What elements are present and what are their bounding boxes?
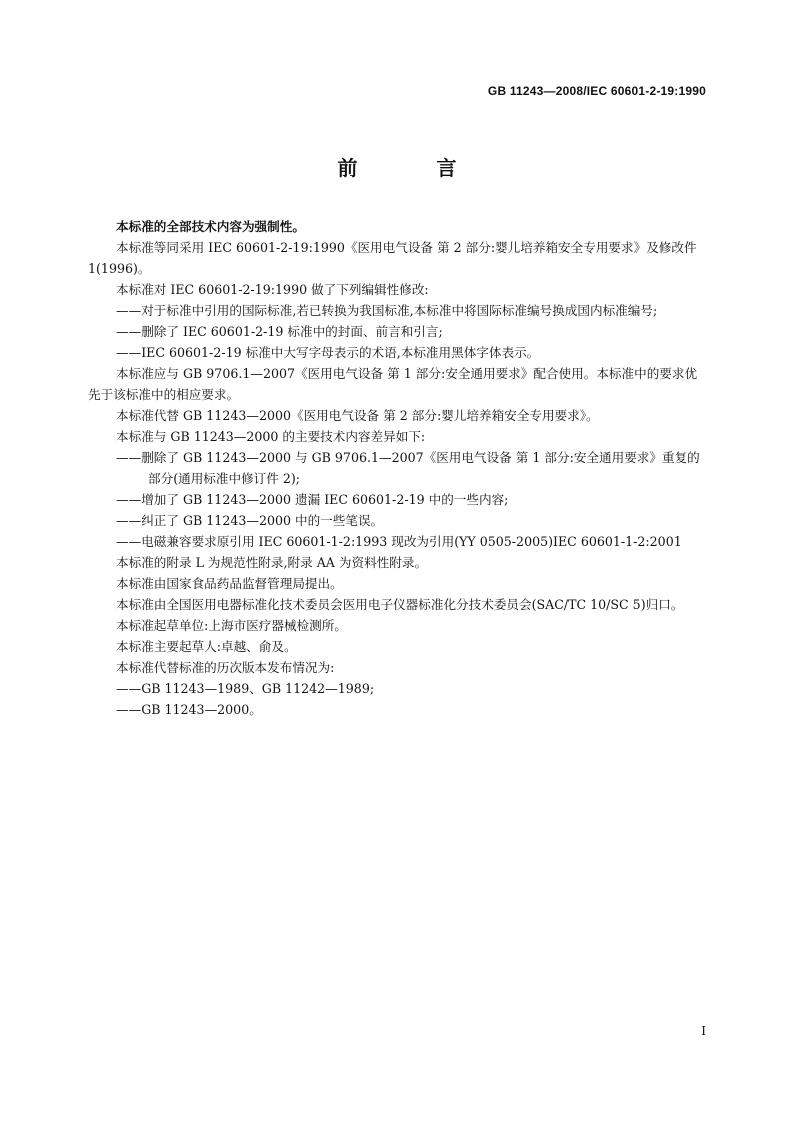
paragraph: 本标准起草单位:上海市医疗器械检测所。: [116, 618, 347, 633]
list-item: ——IEC 60601-2-19 标准中大写字母表示的术语,本标准用黑体字体表示。: [116, 345, 540, 360]
paragraph: 本标准的附录 L 为规范性附录,附录 AA 为资料性附录。: [116, 555, 428, 570]
paragraph: 本标准等同采用 IEC 60601-2-19:1990《医用电气设备 第 2 部分:婴儿培养箱安全专用要求》及修改件 1(1996)。: [88, 240, 697, 276]
paragraph: 本标准与 GB 11243—2000 的主要技术内容差异如下:: [116, 429, 426, 444]
page-number: I: [701, 1024, 706, 1038]
list-item: ——GB 11243—1989、GB 11242—1989;: [116, 681, 375, 696]
list-item: ——电磁兼容要求原引用 IEC 60601-1-2:1993 现改为引用(YY 0505-2005)IEC 60601-1-2:2001: [116, 534, 682, 549]
list-item: ——纠正了 GB 11243—2000 中的一些笔误。: [116, 513, 384, 528]
foreword-body: [88, 216, 706, 720]
list-item: ——增加了 GB 11243—2000 遗漏 IEC 60601-2-19 中的一些内容;: [116, 492, 509, 507]
paragraph: 本标准的全部技术内容为强制性。: [116, 219, 305, 234]
paragraph: 本标准由全国医用电器标准化技术委员会医用电子仪器标准化分技术委员会(SAC/TC 10/SC 5)归口。: [116, 597, 684, 612]
paragraph: 本标准应与 GB 9706.1—2007《医用电气设备 第 1 部分:安全通用要求》配合使用。本标准中的要求优先于该标准中的相应要求。: [88, 366, 698, 402]
paragraph: 本标准对 IEC 60601-2-19:1990 做了下列编辑性修改:: [116, 282, 429, 297]
paragraph: 本标准由国家食品药品监督管理局提出。: [116, 576, 343, 591]
list-item: ——删除了 IEC 60601-2-19 标准中的封面、前言和引言;: [116, 324, 443, 339]
paragraph: 本标准主要起草人:卓越、俞及。: [116, 639, 297, 654]
paragraph: 本标准代替标准的历次版本发布情况为:: [116, 660, 335, 675]
list-item: ——GB 11243—2000。: [116, 702, 262, 717]
paragraph: 本标准代替 GB 11243—2000《医用电气设备 第 2 部分:婴儿培养箱安全专用要求》。: [116, 408, 599, 423]
list-item: ——对于标准中引用的国际标准,若已转换为我国标准,本标准中将国际标准编号换成国内标准编号;: [116, 303, 658, 318]
list-item: ——删除了 GB 11243—2000 与 GB 9706.1—2007《医用电气设备 第 1 部分:安全通用要求》重复的部分(通用标准中修订件 2);: [116, 450, 700, 486]
document-code-header: GB 11243—2008/IEC 60601-2-19:1990: [487, 84, 706, 98]
page-title: 前 言: [337, 156, 493, 180]
